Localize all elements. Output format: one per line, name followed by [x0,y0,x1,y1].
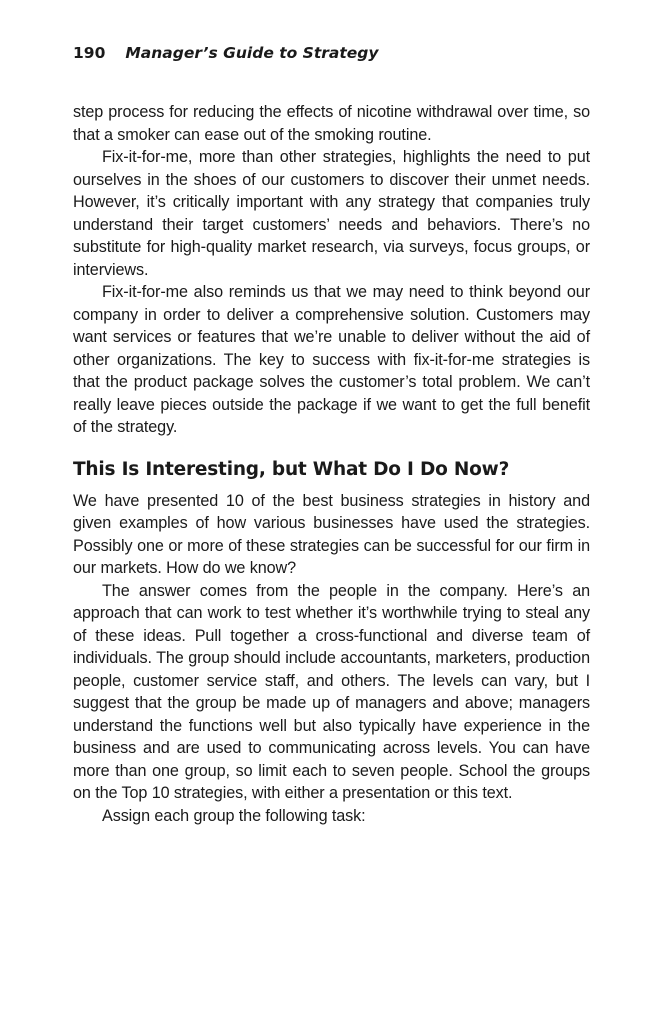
book-title: Manager’s Guide to Strategy [125,44,379,62]
paragraph: We have presented 10 of the best business strategies in history and given examples of how various businesses have used the strategies. Possibly one or more of these strategies can be successful for our firm in our markets. How do we know? [73,491,590,577]
paragraph: Fix-it-for-me, more than other strategies, highlights the need to put ourselves in the shoes of our customers to discover their unmet needs. However, it’s critically important with any strategy that companies truly understand their target customers’ needs and behaviors. There’s no substitute for high-quality market research, via surveys, focus groups, or interviews. [73,148,590,279]
page-number: 190 [73,44,106,62]
paragraph: Fix-it-for-me also reminds us that we may need to think beyond our company in order to deliver a comprehensive solution. Customers may want services or features that we’re unable to deliver without the aid of other organizations. The key to success with fix-it-for-me strategies is that the product package solves the customer’s total problem. We can’t really leave pieces outside the package if we want to get the full benefit of the strategy. [73,283,590,436]
paragraph: Assign each group the following task: [102,806,366,825]
book-page [73,42,590,827]
body-text [73,101,590,827]
paragraph-continuation: step process for reducing the effects of nicotine withdrawal over time, so that a smoker can ease out of the smoking routine. [73,103,590,144]
paragraph: The answer comes from the people in the company. Here’s an approach that can work to test whether it’s worthwhile trying to steal any of these ideas. Pull together a cross-functional and diverse team of individuals. The group should include accountants, marketers, production people, customer service staff, and others. The levels can vary, but I suggest that the group be made up of managers and above; managers understand the functions well but also typically have experience in the business and are used to communicating across levels. You can have more than one group, so limit each to seven people. School the groups on the Top 10 strategies, with either a presentation or this text. [73,581,590,802]
running-head [73,42,590,64]
section-heading: This Is Interesting, but What Do I Do Now? [73,458,510,480]
